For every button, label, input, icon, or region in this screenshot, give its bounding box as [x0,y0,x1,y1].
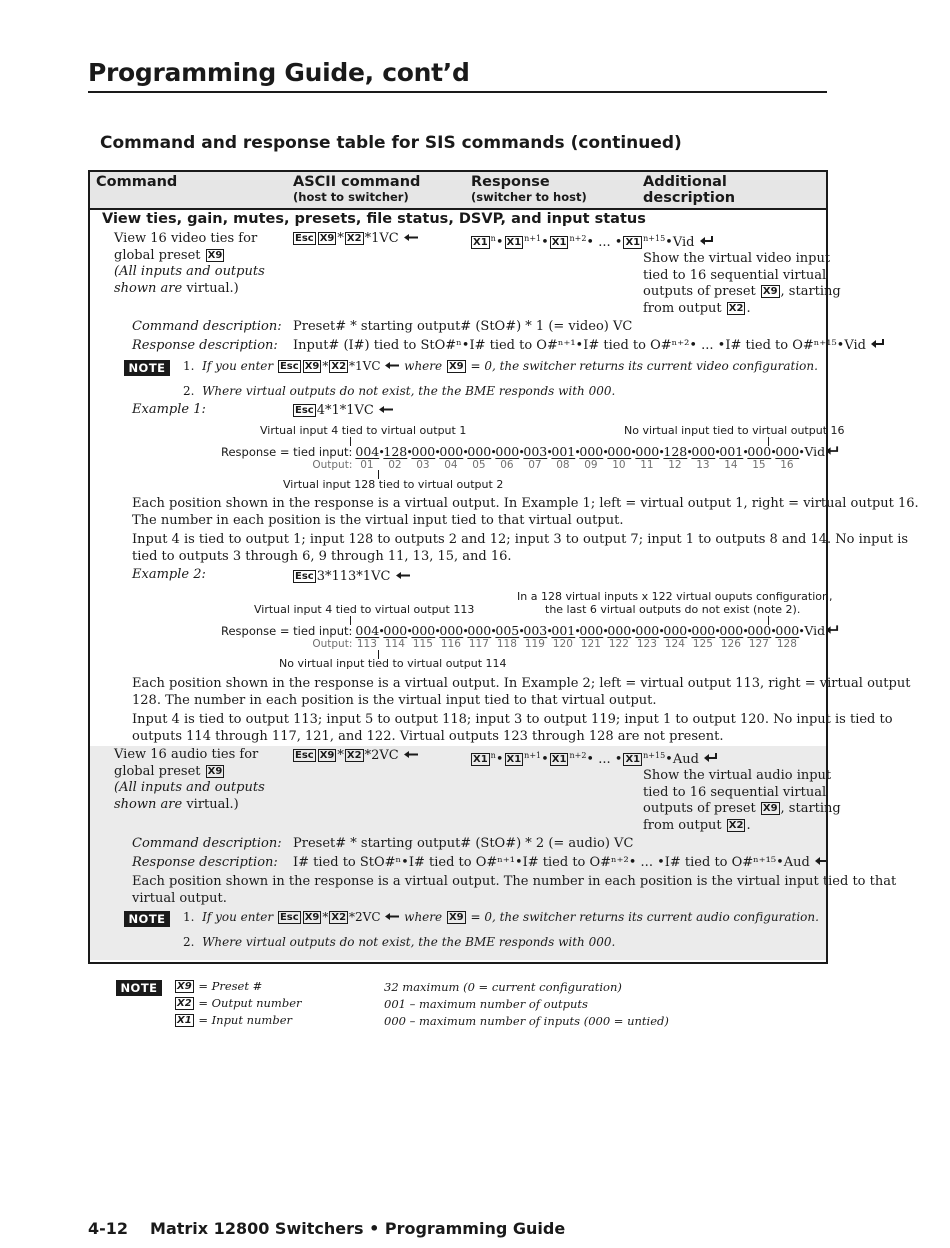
tied-input-value: 000 [635,623,660,638]
example1-command: Esc 4*1*1VC [292,403,394,420]
x9-key: X9 [762,286,778,297]
separator-dot: • [602,625,609,638]
tied-input-value: 000 [747,444,772,459]
tied-input-value: 003 [523,444,548,459]
tied-input-value: 000 [691,444,716,459]
x2-key: X2 [728,302,744,314]
video-resp-desc: Input# (I#) tied to StO#ⁿ•I# tied to O#ⁿ⁺¹•I# tied to O#ⁿ⁺²• ... •I# tied to O#ⁿ⁺¹⁵•Vid [293,338,885,355]
tied-input-value: 000 [775,623,800,638]
audio-cmd-line: (All inputs and outputs [114,780,265,795]
tied-input-value: 000 [691,623,716,638]
page-footer [88,1219,565,1238]
return-icon [870,339,885,349]
audio-cmd-desc: Preset# * starting output# (StO#) * 2 (= audio) VC [293,836,634,851]
legend-x1: X1 = Input number [177,1013,292,1027]
example2-annotation: In a 128 virtual inputs x 122 virtual ouputs configuration, [517,590,833,603]
audio-cmd-line: shown are virtual.) [114,796,239,812]
x1-key: X1 [551,754,567,765]
separator-dot: • [770,625,777,638]
separator-dot: • [546,446,553,459]
example2-annotation: Virtual input 4 tied to virtual output 113 [254,603,475,616]
tied-input-value: 000 [439,623,464,638]
audio-ascii-cell: Esc X9 * X2 *2VC [292,748,419,765]
output-number: 115 [412,638,433,650]
x2-key: X2 [177,998,192,1009]
separator-dot: • [686,625,693,638]
page-number: 4-12 [88,1219,129,1238]
example2-annotation: No virtual input tied to virtual output 114 [279,657,507,670]
x1-key: X1 [625,237,641,248]
separator-dot: • [462,446,469,459]
video-cmd-line: shown are virtual.) [114,280,239,296]
output-number: 11 [640,459,654,471]
audio-note-2: 2. Where virtual outputs do not exist, the the BME responds with 000. [183,935,616,949]
audio-add-line: outputs of preset X9 , starting [643,801,841,816]
output-number: 113 [356,638,377,650]
tied-input-value: 000 [775,444,800,459]
output-number: 12 [668,459,682,471]
x9-key: X9 [304,361,320,372]
video-note-1: 1. If you enter Esc X9 * X2 *1VC where X9 = 0, the switcher returns its current video configuration. [183,359,818,373]
output-number: 120 [552,638,573,650]
tied-input-value: 000 [719,623,744,638]
return-icon [814,856,829,866]
esc-key: Esc [295,405,314,416]
separator-dot: • [714,625,721,638]
col-command: Command [96,174,178,190]
video-cmd-line: View 16 video ties for [114,231,258,246]
note-badge: NOTE [124,911,170,927]
video-add-line: Show the virtual video input [643,251,831,266]
tied-input-value: 000 [467,444,492,459]
output-number: 124 [664,638,685,650]
x1-key: X1 [473,754,488,765]
note-badge: NOTE [124,360,170,376]
output-number: 117 [468,638,489,650]
x1-key: X1 [473,237,488,248]
video-note-2: 2. Where virtual outputs do not exist, the the BME responds with 000. [183,384,616,398]
output-label: Output: [312,459,353,471]
x2-key: X2 [331,361,347,372]
separator-dot: • [490,446,497,459]
tied-input-value: 000 [635,444,660,459]
left-arrow-icon [384,361,400,370]
output-number: 121 [580,638,601,650]
output-number: 05 [472,459,486,471]
tied-input-value: 000 [579,444,604,459]
tied-input-value: 000 [607,623,632,638]
separator-dot: • [434,625,441,638]
tied-input-value: 000 [467,623,492,638]
separator-dot: • [434,446,441,459]
output-number: 06 [500,459,514,471]
example2-outputs [312,638,803,650]
esc-key: Esc [295,750,314,761]
output-number: 16 [780,459,794,471]
esc-key: Esc [295,571,314,582]
x9-key: X9 [762,803,778,814]
tied-input-value: 005 [495,623,520,638]
col-ascii-sub: (host to switcher) [293,190,409,204]
audio-response-cell: X1 $^n$• X1 $^{n+1}$• X1 $^{n+2}$• ... • X1 $^{n+15}$•Aud [470,748,718,769]
audio-cmd-desc-label: Command description: [132,836,282,851]
left-arrow-icon [403,750,419,759]
audio-cmd-line: View 16 audio ties for [114,747,259,762]
tied-input-value: 001 [551,623,576,638]
tied-input-value: 000 [383,623,408,638]
video-cmd-line: (All inputs and outputs [114,264,265,279]
separator-dot: • [574,625,581,638]
example2-label: Example 2: [132,567,206,582]
tied-input-value: 003 [523,623,548,638]
output-number: 126 [720,638,741,650]
example2-detail: Input 4 is tied to output 113; input 5 to output 118; input 3 to output 119; input 1 to output 120. No input is tied to outputs 114 through 117, 121, and 122. Virtual outputs 123 through 128 are not present. [132,712,893,744]
col-additional-1: Additional [643,174,727,190]
col-ascii-title: ASCII command [293,174,421,190]
table-title: Command and response table for SIS commands (continued) [100,133,682,153]
separator-dot: • [630,625,637,638]
x2-key: X2 [728,819,744,831]
output-label: Output: [312,638,353,650]
separator-dot: • [518,625,525,638]
col-response [471,174,587,204]
video-ascii-cell: Esc X9 * X2 *1VC [292,231,419,248]
output-number: 119 [524,638,545,650]
output-number: 116 [440,638,461,650]
audio-add-line: Show the virtual audio input [643,768,832,783]
separator-dot: • [518,446,525,459]
col-response-title: Response [471,174,550,190]
output-number: 02 [388,459,402,471]
section-heading: View ties, gain, mutes, presets, file status, DSVP, and input status [102,211,646,227]
return-icon [699,236,714,246]
separator-dot: • [798,446,805,459]
legend-x2: X2 = Output number [177,996,302,1010]
separator-dot: • [462,625,469,638]
x2-key: X2 [331,912,347,923]
esc-key: Esc [295,233,314,244]
example1-explanation: Each position shown in the response is a virtual output. In Example 1; left = virtual output 1, right = virtual output 16. The number in each position is the virtual input tied to that virtual output. [132,496,919,528]
output-number: 125 [692,638,713,650]
separator-dot: • [686,446,693,459]
output-number: 122 [608,638,629,650]
video-additional-cell [643,251,841,317]
output-number: 128 [776,638,797,650]
output-number: 127 [748,638,769,650]
audio-explanation: Each position shown in the response is a virtual output. The number in each position is the virtual input tied to that virtual output. [132,874,897,906]
example1-outputs [312,459,803,471]
output-number: 07 [528,459,542,471]
separator-dot: • [602,446,609,459]
response-label: Response = tied input: [221,445,353,459]
legend-note-badge: NOTE [116,980,162,996]
x9-key: X9 [177,981,192,992]
return-icon [825,446,839,456]
tied-input-value: 000 [579,623,604,638]
audio-resp-desc: I# tied to StO#ⁿ•I# tied to O#ⁿ⁺¹•I# tied to O#ⁿ⁺²• ... •I# tied to O#ⁿ⁺¹⁵•Aud [293,855,829,872]
example1-response [221,444,839,459]
x1-key: X1 [625,754,641,765]
separator-dot: • [714,446,721,459]
separator-dot: • [658,446,665,459]
tied-input-value: 004 [355,623,380,638]
audio-command-cell [114,747,284,813]
tied-input-value: 000 [439,444,464,459]
legend-x9-range: 32 maximum (0 = current configuration) [384,980,622,994]
return-icon [825,625,839,635]
output-number: 08 [556,459,570,471]
legend-x9: X9 = Preset # [177,979,263,993]
video-add-line: outputs of preset X9 , starting [643,284,841,299]
example1-annotation: No virtual input tied to virtual output 16 [624,424,845,437]
example1-annotation: Virtual input 128 tied to virtual output 2 [283,478,504,491]
output-number: 14 [724,459,738,471]
video-resp-desc-label: Response description: [132,338,278,353]
separator-dot: • [742,625,749,638]
col-ascii [293,174,420,204]
separator-dot: • [406,625,413,638]
output-number: 123 [636,638,657,650]
separator-dot: • [630,446,637,459]
legend-x1-range: 000 – maximum number of inputs (000 = untied) [384,1014,669,1028]
tied-input-value: 004 [355,444,380,459]
example2-response [221,623,839,638]
x9-key: X9 [319,750,335,761]
output-number: 01 [360,459,374,471]
separator-dot: • [742,446,749,459]
separator-dot: • [490,625,497,638]
output-number: 04 [444,459,458,471]
example1-detail: Input 4 is tied to output 1; input 128 to outputs 2 and 12; input 3 to output 7; input 1 to outputs 8 and 14. No input is tied to outputs 3 through 6, 9 through 11, 13, 15, and 16. [132,532,909,564]
x9-key: X9 [319,233,335,244]
audio-cmd-line: global preset X9 [114,763,223,779]
col-response-sub: (switcher to host) [471,190,587,204]
title-rule [88,91,827,93]
tied-input-value: 000 [747,623,772,638]
example2-annotation: the last 6 virtual outputs do not exist (note 2). [545,603,801,616]
return-icon [703,753,718,763]
page-title: Programming Guide, cont’d [88,58,470,87]
x2-key: X2 [346,750,362,761]
audio-additional-cell [643,768,841,834]
esc-key: Esc [279,912,299,923]
col-additional [643,174,735,206]
response-terminator: Vid [804,623,826,638]
audio-resp-desc-label: Response description: [132,855,278,870]
video-command-cell [114,231,284,297]
video-response-cell: X1 $^n$• X1 $^{n+1}$• X1 $^{n+2}$• ... • X1 $^{n+15}$•Vid [470,231,714,252]
example1-annotation: Virtual input 4 tied to virtual output 1 [260,424,467,437]
tied-input-value: 128 [663,444,688,459]
video-add-line: tied to 16 sequential virtual [643,267,827,283]
x1-key: X1 [177,1015,192,1026]
tied-input-value: 000 [663,623,688,638]
left-arrow-icon [403,233,419,242]
output-number: 114 [384,638,405,650]
x9-key: X9 [207,765,223,777]
footer-text: Matrix 12800 Switchers • Programming Guide [150,1219,566,1238]
left-arrow-icon [384,912,400,921]
tied-input-value: 000 [411,444,436,459]
x1-key: X1 [551,237,567,248]
output-number: 10 [612,459,626,471]
audio-add-line: tied to 16 sequential virtual [643,784,827,800]
separator-dot: • [658,625,665,638]
output-number: 118 [496,638,517,650]
video-add-line: from output X2 . [643,300,751,316]
x2-key: X2 [346,233,362,244]
legend-x2-range: 001 – maximum number of outputs [384,997,588,1011]
tied-input-value: 001 [551,444,576,459]
x1-key: X1 [506,754,522,765]
video-cmd-line: global preset X9 [114,247,223,263]
example2-explanation: Each position shown in the response is a virtual output. In Example 2; left = virtual output 113, right = virtual output 128. The number in each position is the virtual input tied to that virtual output. [132,676,911,708]
tied-input-value: 128 [383,444,408,459]
left-arrow-icon [378,405,394,414]
output-number: 09 [584,459,598,471]
separator-dot: • [770,446,777,459]
separator-dot: • [378,625,385,638]
response-label: Response = tied input: [221,624,353,638]
example1-label: Example 1: [132,402,206,417]
audio-note-1: 1. If you enter Esc X9 * X2 *2VC where X9 = 0, the switcher returns its current audio configuration. [183,910,819,924]
tied-input-value: 000 [495,444,520,459]
esc-key: Esc [279,361,299,372]
x9-key: X9 [448,912,464,923]
separator-dot: • [798,625,805,638]
output-number: 15 [752,459,766,471]
separator-dot: • [406,446,413,459]
tied-input-value: 000 [607,444,632,459]
separator-dot: • [574,446,581,459]
col-additional-2: description [643,190,736,206]
video-cmd-desc-label: Command description: [132,319,282,334]
example2-command: Esc 3*113*1VC [292,569,411,586]
video-cmd-desc: Preset# * starting output# (StO#) * 1 (= video) VC [293,319,633,334]
separator-dot: • [378,446,385,459]
output-number: 13 [696,459,710,471]
output-number: 03 [416,459,430,471]
audio-add-line: from output X2 . [643,817,751,833]
x9-key: X9 [207,249,223,261]
x9-key: X9 [448,361,464,372]
x1-key: X1 [506,237,522,248]
tied-input-value: 001 [719,444,744,459]
x9-key: X9 [304,912,320,923]
tied-input-value: 000 [411,623,436,638]
response-terminator: Vid [804,444,826,459]
separator-dot: • [546,625,553,638]
left-arrow-icon [395,571,411,580]
